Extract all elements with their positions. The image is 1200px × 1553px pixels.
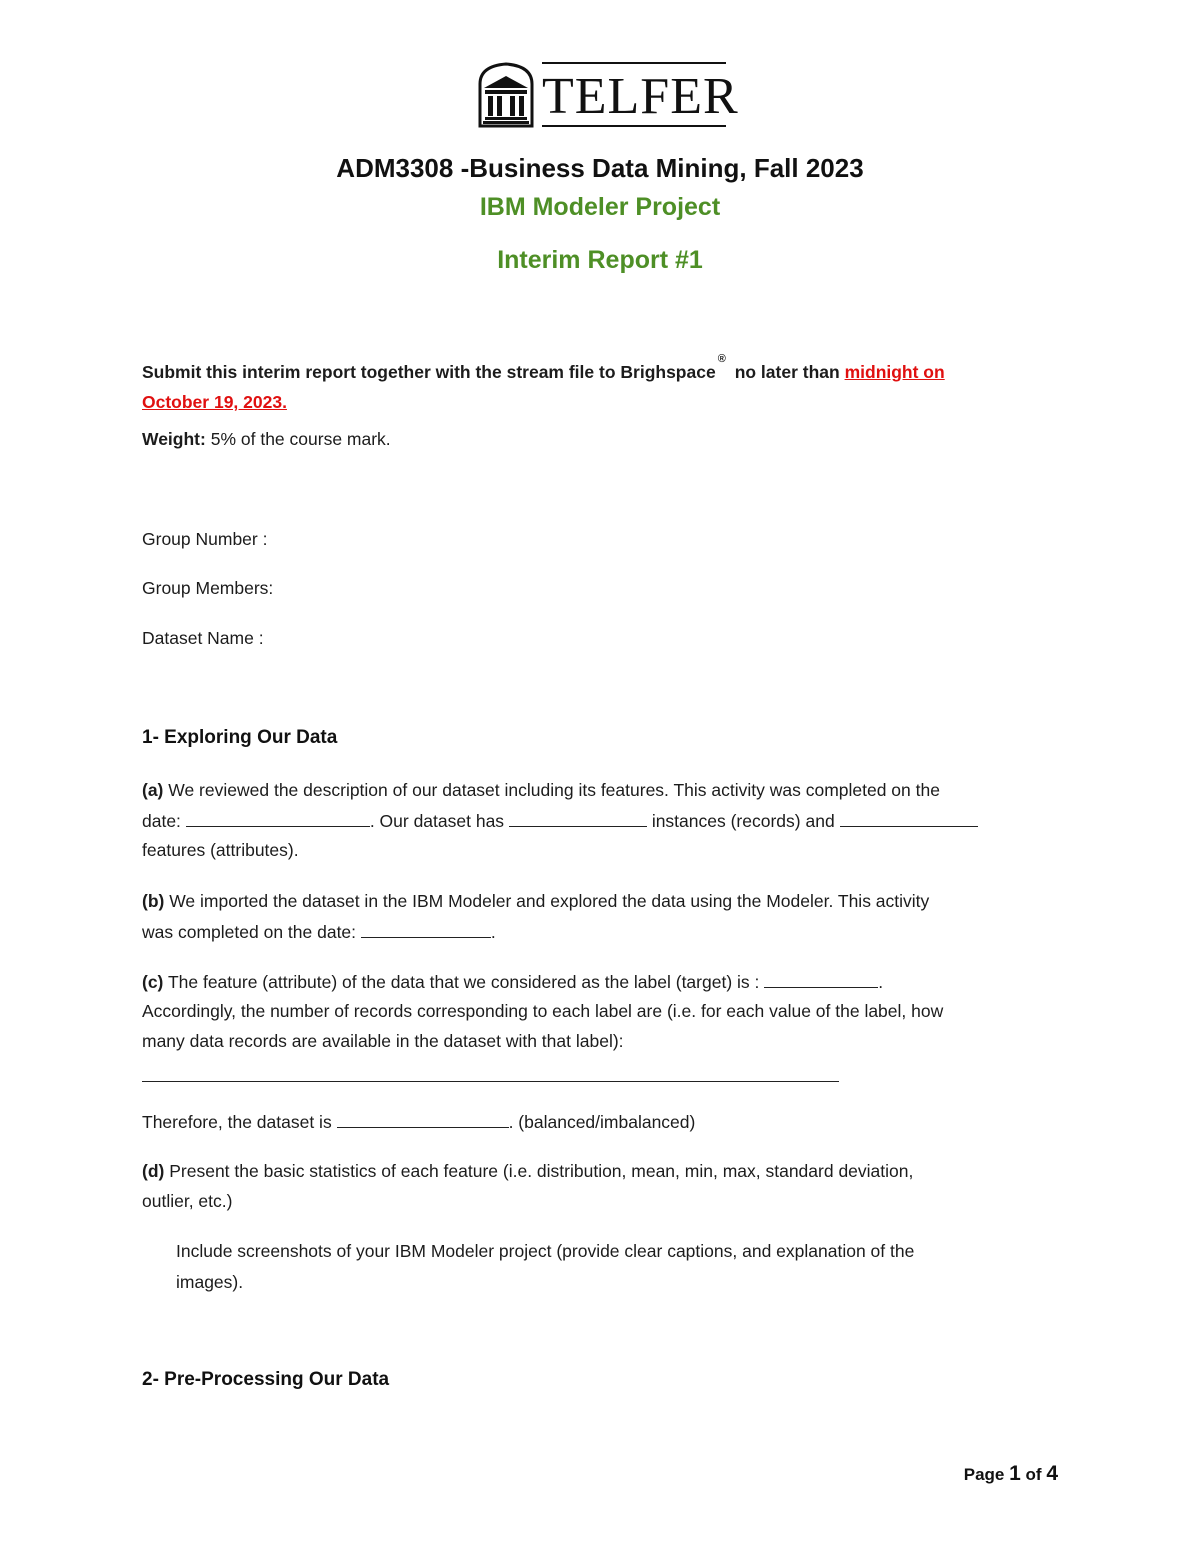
- therefore-line: [142, 1111, 695, 1133]
- balance-blank[interactable]: [337, 1111, 509, 1128]
- instances-blank[interactable]: [509, 810, 647, 827]
- item-b-period: .: [490, 922, 496, 942]
- weight-value: 5% of the course mark.: [210, 429, 391, 449]
- item-c-line3: many data records are available in the dataset with that label):: [142, 1031, 624, 1051]
- item-a-text: We reviewed the description of our dataset including its features. This activity was completed on the: [168, 780, 940, 800]
- page-number: 1: [1009, 1462, 1021, 1485]
- date-label: date:: [142, 811, 181, 831]
- item-c-line2: Accordingly, the number of records corresponding to each label are (i.e. for each value of the label, how: [142, 1001, 944, 1021]
- group-number-label: Group Number :: [142, 529, 268, 549]
- item-c-line1: [142, 971, 883, 993]
- item-b-tag: (b): [142, 891, 165, 911]
- project-title: IBM Modeler Project: [479, 193, 721, 221]
- instances-text: instances (records) and: [651, 811, 835, 831]
- features-blank[interactable]: [840, 810, 978, 827]
- dataset-has-text: . Our dataset has: [369, 811, 505, 831]
- page-total: 4: [1046, 1462, 1058, 1485]
- include-line2: images).: [176, 1272, 244, 1292]
- import-date-blank[interactable]: [361, 921, 491, 938]
- dataset-name-label: Dataset Name :: [142, 628, 264, 648]
- page-word: Page: [963, 1465, 1005, 1484]
- label-counts-blank[interactable]: [142, 1081, 839, 1082]
- item-d-tag: (d): [142, 1161, 165, 1181]
- report-title: Interim Report #1: [497, 246, 703, 274]
- telfer-logo: [476, 62, 739, 130]
- review-date-blank[interactable]: [186, 810, 370, 827]
- item-d-text: Present the basic statistics of each feature (i.e. distribution, mean, min, max, standard deviation,: [169, 1161, 914, 1181]
- submit-text-2: no later than: [734, 362, 840, 382]
- deadline-part2: October 19, 2023.: [142, 392, 287, 412]
- section2-heading: 2- Pre-Processing Our Data: [142, 1369, 390, 1390]
- submit-text: Submit this interim report together with the stream file to Brighspace: [142, 362, 716, 382]
- item-b-line1: [142, 891, 929, 912]
- item-d-line1: [142, 1161, 913, 1182]
- deadline-part1: midnight on: [844, 362, 945, 382]
- section1-heading: 1- Exploring Our Data: [142, 727, 338, 748]
- label-feature-blank[interactable]: [764, 971, 878, 988]
- course-title: ADM3308 -Business Data Mining, Fall 2023: [336, 153, 864, 183]
- item-a-line3: features (attributes).: [142, 840, 299, 860]
- weight-line: [142, 429, 391, 450]
- item-c-text: The feature (attribute) of the data that we considered as the label (target) is :: [167, 972, 760, 992]
- submit-instructions: [142, 353, 945, 383]
- weight-label: Weight:: [142, 429, 206, 449]
- logo-wordmark: TELFER: [542, 68, 739, 125]
- item-a-line2: [142, 810, 978, 832]
- of-word: of: [1025, 1465, 1042, 1484]
- group-members-label: Group Members:: [142, 578, 274, 598]
- item-c-tag: (c): [142, 972, 164, 992]
- item-b-date-label: was completed on the date:: [142, 922, 357, 942]
- balance-options: . (balanced/imbalanced): [508, 1112, 696, 1132]
- item-b-text: We imported the dataset in the IBM Modeler and explored the data using the Modeler. This activity: [169, 891, 930, 911]
- page-footer: [964, 1462, 1058, 1486]
- item-a-line1: [142, 780, 940, 801]
- therefore-text: Therefore, the dataset is: [142, 1112, 332, 1132]
- building-icon: [476, 62, 536, 128]
- item-d-line2: outlier, etc.): [142, 1191, 233, 1211]
- item-b-line2: [142, 921, 496, 943]
- registered-mark: ®: [717, 353, 726, 365]
- item-a-tag: (a): [142, 780, 164, 800]
- item-c-period: .: [878, 972, 884, 992]
- include-line1: Include screenshots of your IBM Modeler project (provide clear captions, and explanation of the: [176, 1241, 915, 1261]
